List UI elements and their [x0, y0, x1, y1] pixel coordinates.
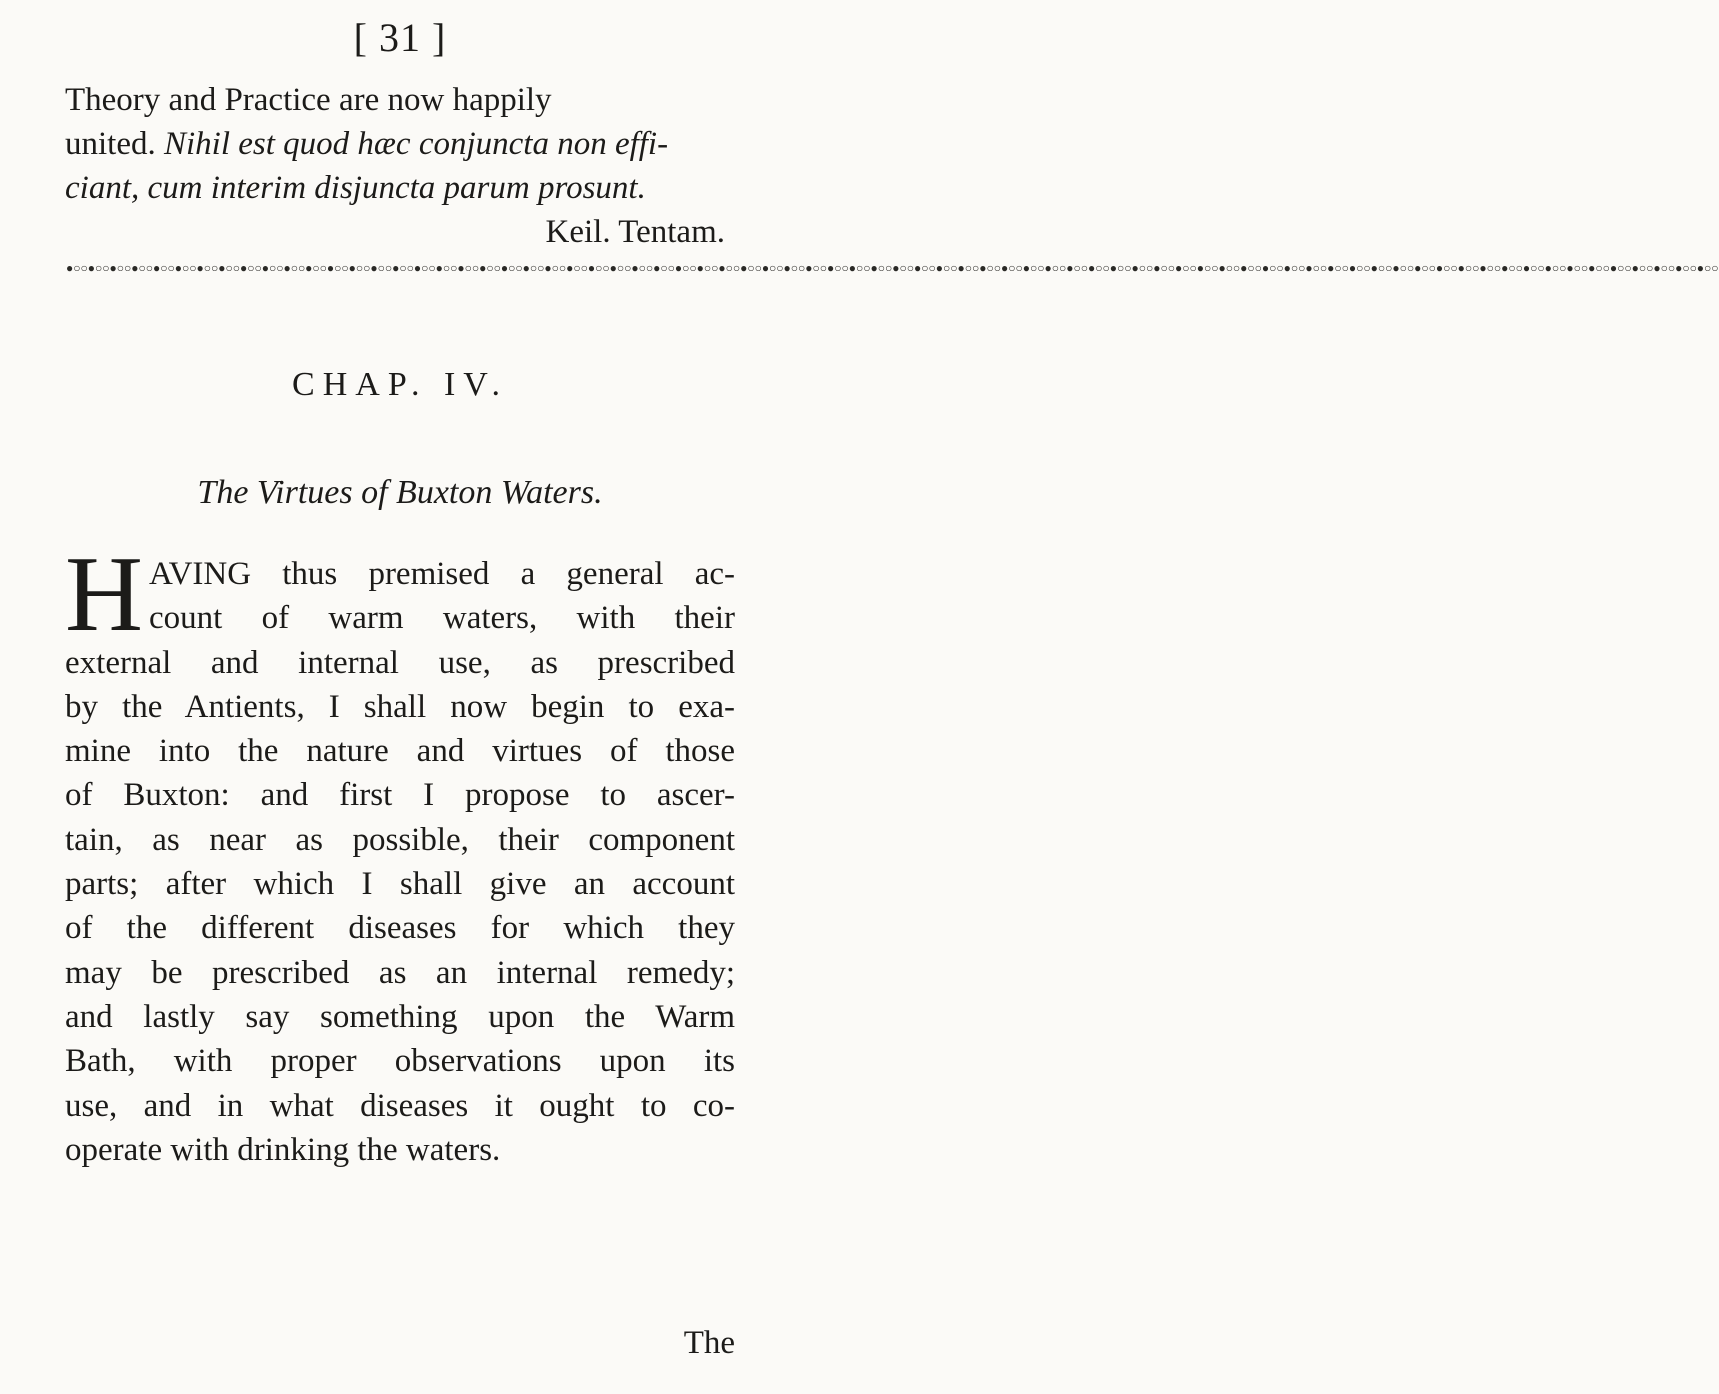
- page-number: [ 31 ]: [353, 15, 447, 60]
- body-line: count of warm waters, with their: [149, 600, 735, 637]
- body-line: by the Antients, I shall now begin to exa-: [65, 688, 735, 725]
- body-line: and lastly say something upon the Warm: [65, 998, 735, 1035]
- body-line: of Buxton: and first I propose to ascer-: [65, 777, 735, 814]
- intro-passage: [65, 78, 725, 254]
- body-line: Bath, with proper observations upon its: [65, 1043, 735, 1080]
- intro-line-1: Theory and Practice are now happily: [65, 82, 552, 118]
- body-line: parts; after which I shall give an account: [65, 866, 735, 903]
- body-line: mine into the nature and virtues of those: [65, 733, 735, 770]
- body-line: AVING thus premised a general ac-: [149, 556, 735, 592]
- body-line: of the different diseases for which they: [65, 910, 735, 947]
- drop-cap-lines: [65, 535, 735, 654]
- body-text: [65, 535, 735, 1172]
- catchword: The: [683, 1325, 735, 1361]
- body-line: external and internal use, as prescribed: [65, 644, 735, 681]
- chapter-subtitle: The Virtues of Buxton Waters.: [197, 474, 603, 511]
- intro-line-2: united. Nihil est quod hæc conjuncta non effi-: [65, 126, 669, 162]
- body-line: operate with drinking the waters.: [65, 1131, 501, 1168]
- body-line: may be prescribed as an internal remedy;: [65, 954, 735, 991]
- chapter-heading: CHAP. IV.: [292, 366, 508, 403]
- body-line: tain, as near as possible, their component: [65, 821, 735, 858]
- decorative-ornament-rule: ●○○●○○●○○●○○●○○●○○●○○●○○●○○●○○●○○●○○●○○●○○●○○●○○●○○●○○●○○●○○●○○●○○●○○●○○●○○●○○●○○●○○●○○●○○●○○●○○●○○●○○●○○●○○●○○●○○●○○●○○●○○●○○●○○●○○●○○●○○●○○●○○●○○●○○●○○●○○●○○●○○●○○●○○●○○●○○●○○●○○●○○●○○●○○●○○●○○●○○●○○●○○●○○●○○●○○●○○●○○●○○●○○●○○: [66, 261, 1719, 275]
- drop-cap: H: [65, 535, 143, 654]
- intro-citation: Keil. Tentam.: [545, 214, 725, 250]
- intro-line-3: ciant, cum interim disjuncta parum prosunt.: [65, 170, 646, 206]
- body-line: use, and in what diseases it ought to co-: [65, 1087, 735, 1124]
